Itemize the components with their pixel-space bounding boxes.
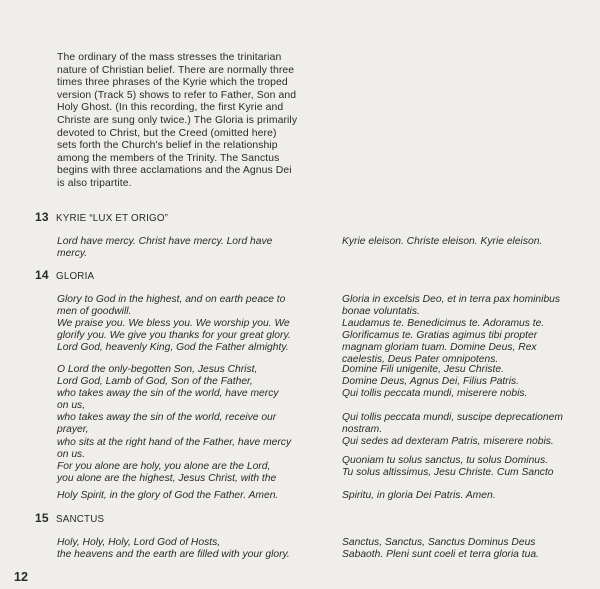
page-number: 12 — [14, 570, 28, 584]
track-heading-14 — [35, 268, 94, 282]
track-heading-13 — [35, 210, 168, 224]
track-title: KYRIE “LUX ET ORIGO” — [56, 213, 169, 224]
latin-text: Quoniam tu solus sanctus, tu solus Dominus. Tu solus altissimus, Jesu Christe. Cum Sancto — [342, 455, 554, 479]
track-heading-15 — [35, 511, 104, 525]
latin-text: Domine Fili unigenite, Jesu Christe. Domine Deus, Agnus Dei, Filius Patris. Qui tollis peccata mundi, miserere nobis. — [342, 364, 528, 400]
latin-text: Kyrie eleison. Christe eleison. Kyrie eleison. — [342, 236, 543, 247]
english-text: Holy Spirit, in the glory of God the Father. Amen. — [57, 490, 279, 501]
track-title: SANCTUS — [56, 514, 105, 525]
track-number: 15 — [35, 511, 49, 525]
latin-text: Sanctus, Sanctus, Sanctus Dominus Deus Sabaoth. Pleni sunt coeli et terra gloria tua. — [342, 537, 539, 561]
english-text: Lord have mercy. Christ have mercy. Lord have mercy. — [57, 236, 273, 260]
english-text: Glory to God in the highest, and on earth peace to men of goodwill. We praise you. We bless you. We worship you. We glorify you. We give you thanks for your great glory. Lord God, heavenly King, God the Father almighty. — [57, 294, 291, 354]
intro-paragraph: The ordinary of the mass stresses the trinitarian nature of Christian belief. There are normally three times three phrases of the Kyrie which the troped version (Track 5) shows to refer to Father, Son and Holy Ghost. (In this recording, the first Kyrie and Christe are sung only twice.) The Gloria is primarily devoted to Christ, but the Creed (omitted here) sets forth the Church's belief in the relationship among the members of the Trinity. The Sanctus begins with three acclamations and the Agnus Dei is also tripartite. — [57, 52, 298, 189]
track-title: GLORIA — [56, 271, 95, 282]
english-text: Holy, Holy, Holy, Lord God of Hosts, the heavens and the earth are filled with your glory. — [57, 537, 290, 561]
english-text: O Lord the only-begotten Son, Jesus Christ, Lord God, Lamb of God, Son of the Father, who takes away the sin of the world, have mercy on us, who takes away the sin of the world, receive our prayer, who sits at the right hand of the Father, have mercy on us. For you alone are holy, you alone are the Lord, you alone are the highest, Jesus Christ, with the — [57, 364, 292, 484]
track-number: 14 — [35, 268, 49, 282]
latin-text: Qui tollis peccata mundi, suscipe deprecationem nostram. Qui sedes ad dexteram Patris, miserere nobis. — [342, 412, 563, 448]
latin-text: Gloria in excelsis Deo, et in terra pax hominibus bonae voluntatis. Laudamus te. Benedicimus te. Adoramus te. Glorificamus te. Gratias agimus tibi propter magnam gloriam tuam. Domine Deus, Rex caelestis, Deus Pater omnipotens. — [342, 294, 561, 366]
track-number: 13 — [35, 210, 49, 224]
latin-text: Spiritu, in gloria Dei Patris. Amen. — [342, 490, 496, 501]
